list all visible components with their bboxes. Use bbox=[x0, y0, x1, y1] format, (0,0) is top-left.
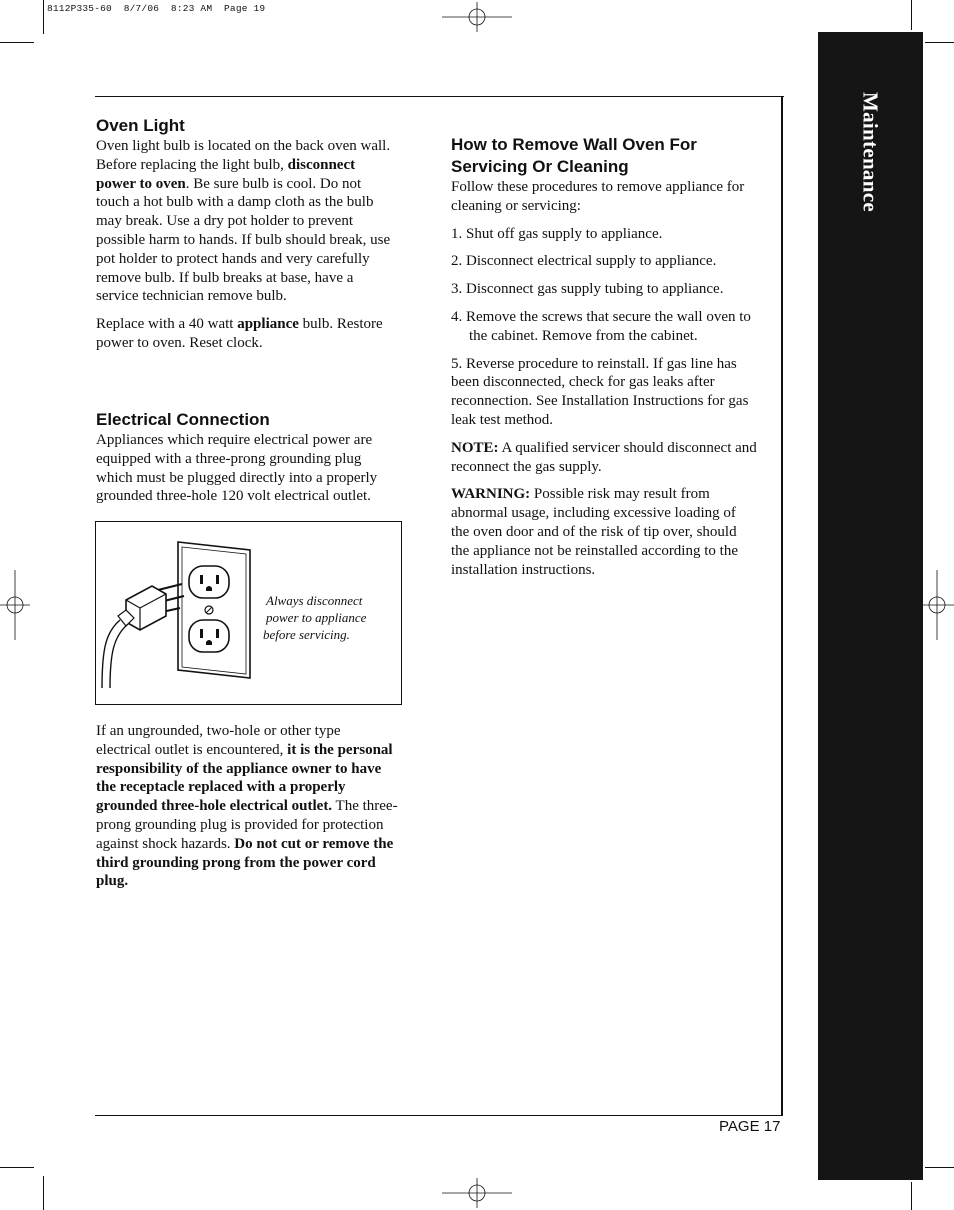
text-run: bulb. Restore power to oven. Reset clock. bbox=[96, 316, 383, 351]
crop-mark bbox=[925, 42, 954, 43]
electrical-connection-heading: Electrical Connection bbox=[96, 410, 270, 429]
electrical-paragraph: Appliances which require electrical power are equipped with a three-prong grounding plug which must be plugged directly into a properly grounded three-hole 120 volt electrical outlet. bbox=[96, 432, 378, 505]
bottom-rule bbox=[95, 1115, 783, 1116]
crop-mark bbox=[0, 1167, 34, 1168]
oven-light-section bbox=[96, 115, 396, 362]
oven-light-paragraph bbox=[96, 137, 396, 306]
remove-wall-oven-section bbox=[451, 134, 757, 588]
registration-mark-icon bbox=[0, 570, 30, 640]
procedure-step: 5. Reverse procedure to reinstall. If gas line has been disconnected, check for gas leaks after reconnection. See Installation Instructions for gas leak test method. bbox=[451, 355, 749, 428]
procedure-step: 2. Disconnect electrical supply to appliance. bbox=[451, 253, 717, 270]
procedure-step: 1. Shut off gas supply to appliance. bbox=[451, 225, 663, 242]
crop-mark bbox=[0, 42, 34, 43]
top-rule bbox=[95, 96, 784, 97]
procedure-step: 3. Disconnect gas supply tubing to appliance. bbox=[451, 281, 724, 298]
remove-intro-paragraph: Follow these procedures to remove appliance for cleaning or servicing: bbox=[451, 179, 745, 214]
grounding-paragraph bbox=[96, 722, 398, 891]
crop-mark bbox=[911, 1182, 912, 1210]
print-slug-line: 8112P335-60 8/7/06 8:23 AM Page 19 bbox=[47, 3, 266, 14]
electrical-connection-section bbox=[96, 409, 396, 515]
section-tab-label: Maintenance bbox=[858, 92, 883, 212]
text-run: Oven light bulb is located on the back oven wall. Before replacing the light bulb, bbox=[96, 138, 391, 173]
text-run: . Be sure bulb is cool. Do not touch a hot bulb with a damp cloth as the bulb may break. Use a dry pot holder to prevent possible harm to hands. If bulb should break, use pot holder to protect hands and very carefully remove bulb. If bulb breaks at base, have a service technician remove bulb. bbox=[96, 175, 391, 305]
caption-line: before servicing. bbox=[263, 627, 350, 642]
text-run: Replace with a 40 watt bbox=[96, 316, 238, 333]
remove-wall-oven-heading: How to Remove Wall Oven For Servicing Or Cleaning bbox=[451, 135, 697, 176]
emphasis-text: disconnect power to oven bbox=[96, 156, 356, 192]
text-run: Possible risk may result from abnormal usage, including excessive loading of the oven door and of the risk of tip over, should the appliance not be reinstalled according to the installation instructions. bbox=[451, 486, 738, 578]
note-paragraph bbox=[451, 439, 757, 477]
figure-caption bbox=[263, 592, 366, 643]
procedure-steps-list bbox=[451, 225, 757, 430]
crop-mark bbox=[911, 0, 912, 30]
page-number: PAGE 17 bbox=[719, 1118, 781, 1135]
registration-mark-icon bbox=[442, 1178, 512, 1208]
registration-mark-icon bbox=[922, 570, 954, 640]
text-run: The three-prong grounding plug is provided for protection against shock hazards. bbox=[96, 798, 398, 852]
section-side-tab bbox=[818, 32, 923, 1180]
grounding-section bbox=[96, 722, 398, 900]
caption-line: Always disconnect bbox=[266, 593, 363, 608]
warning-paragraph bbox=[451, 485, 757, 579]
crop-mark bbox=[925, 1167, 954, 1168]
crop-mark bbox=[43, 1176, 44, 1210]
emphasis-text: appliance bbox=[237, 316, 299, 333]
crop-mark bbox=[43, 0, 44, 34]
text-run: If an ungrounded, two-hole or other type electrical outlet is encountered, bbox=[96, 723, 341, 758]
emphasis-text: Do not cut or remove the third grounding prong from the power cord plug. bbox=[96, 835, 394, 890]
note-label: NOTE: bbox=[451, 439, 499, 456]
emphasis-text: it is the personal responsibility of the appliance owner to have the receptacle replaced with a properly grounded three-hole electrical outlet. bbox=[96, 741, 393, 815]
text-run: A qualified servicer should disconnect and reconnect the gas supply. bbox=[451, 439, 757, 475]
caption-line: power to appliance bbox=[266, 610, 367, 625]
registration-mark-icon bbox=[442, 2, 512, 32]
warning-label: WARNING: bbox=[451, 486, 531, 503]
oven-light-heading: Oven Light bbox=[96, 116, 185, 135]
outlet-illustration-figure bbox=[95, 521, 402, 705]
bulb-replacement-paragraph bbox=[96, 315, 396, 353]
outlet-plug-icon bbox=[96, 538, 261, 698]
procedure-step: 4. Remove the screws that secure the wall oven to the cabinet. Remove from the cabinet. bbox=[451, 308, 751, 344]
right-rule bbox=[781, 96, 783, 1116]
